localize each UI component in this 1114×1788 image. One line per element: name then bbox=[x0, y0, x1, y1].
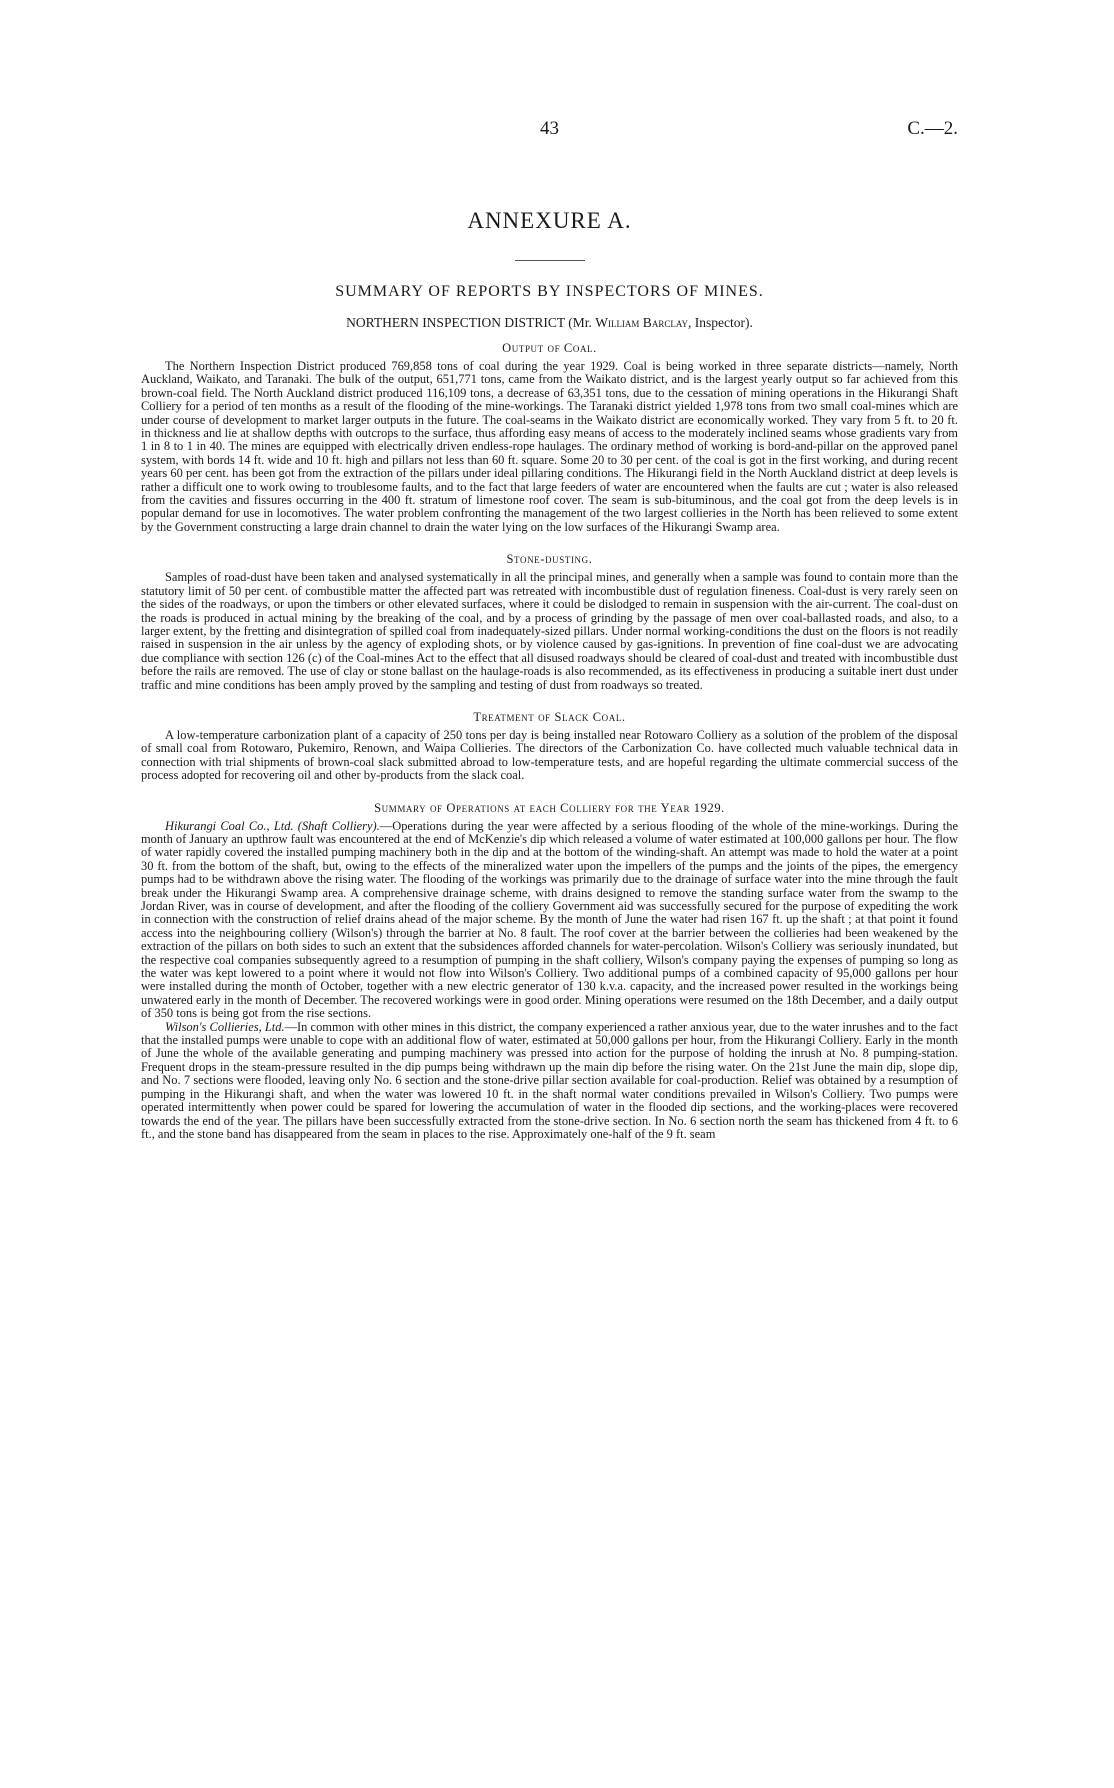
document-page bbox=[141, 96, 958, 1141]
section-title-stone-dusting: Stone-dusting. bbox=[506, 552, 593, 567]
inspector-name: William Barclay bbox=[595, 315, 688, 330]
colliery-name-hikurangi: Hikurangi Coal Co., Ltd. (Shaft Colliery). bbox=[165, 818, 380, 833]
title-divider bbox=[515, 260, 585, 261]
main-title: SUMMARY OF REPORTS BY INSPECTORS OF MINES. bbox=[335, 283, 764, 300]
colliery-name-wilsons: Wilson's Collieries, Ltd. bbox=[165, 1019, 285, 1034]
document-reference: C.—2. bbox=[907, 118, 958, 139]
district-title-suffix: , Inspector). bbox=[688, 315, 753, 330]
colliery-text-hikurangi: —Operations during the year were affected by a serious flooding of the whole of the mine-workings. During the month of January an upthrow fault was encountered at the end of McKenzie's dip which released a volume of water estimated at 100,000 gallons per hour. The flow of water rapidly covered the installed pumping machinery both in the dip and at the bottom of the winding-shaft. An attempt was made to hold the water at a point 30 ft. from the bottom of the shaft, but, owing to the effects of the mineralized water upon the impellers of the pumps and the joints of the pipes, the emergency pumps had to be withdrawn above the rising water. The flooding of the workings was primarily due to the drainage of surface water into the mine through the fault break under the Hikurangi Swamp area. A comprehensive drainage scheme, with drains designed to remove the standing surface water from the swamp to the Jordan River, was in course of development, and after the flooding of the colliery Government aid was successfully secured for the purpose of expediting the work in connection with the construction of relief drains ahead of the major scheme. By the month of June the water had risen 167 ft. up the shaft ; at that point it found access into the neighbouring colliery (Wilson's) through the barrier at No. 8 fault. The roof cover at the barrier between the collieries had been weakened by the extraction of the pillars on both sides to such an extent that the subsidences afforded channels for water-percolation. Wilson's Colliery was seriously inundated, but the respective coal companies subsequently agreed to a resumption of pumping in the shaft colliery, Wilson's company paying the expenses of pumping so long as the water was kept lowered to a point where it would not flow into Wilson's Colliery. Two additional pumps of a combined capacity of 95,000 gallons per hour were installed during the month of October, together with a new electric generator of 130 k.v.a. capacity, and the increased power resulted in the workings being unwatered early in the month of December. The recovered workings were in good order. Mining operations were resumed on the 18th December, and a daily output of 350 tons is being got from the rise sections. bbox=[141, 818, 958, 1021]
page-number: 43 bbox=[540, 118, 559, 139]
district-title bbox=[141, 315, 958, 331]
page-header bbox=[141, 96, 958, 139]
paragraph-output: The Northern Inspection District produced 769,858 tons of coal during the year 1929. Coal is being worked in three separate districts—namely, North Auckland, Waikato, and Taranaki. The bulk of the output, 651,771 tons, came from the Waikato district, and is the largest yearly output so far achieved from this brown-coal field. The North Auckland district produced 116,109 tons, a decrease of 63,351 tons, due to the cessation of mining operations in the Hikurangi Shaft Colliery for a period of ten months as a result of the flooding of the mine-workings. The Taranaki district yielded 1,978 tons from two small coal-mines which are under course of development to market larger outputs in the future. The coal-seams in the Waikato district are economically worked. They vary from 5 ft. to 20 ft. in thickness and lie at shallow depths with outcrops to the surface, thus affording easy means of access to the moderately inclined seams whose gradients vary from 1 in 8 to 1 in 40. The mines are equipped with electrically driven endless-rope haulages. The ordinary method of working is bord-and-pillar on the approved panel system, with bords 14 ft. wide and 10 ft. high and pillars not less than 60 ft. square. Some 20 to 30 per cent. of the coal is got in the first working, and during recent years 60 per cent. has been got from the extraction of the pillars under ideal pillaring conditions. The Hikurangi field in the North Auckland district at deep levels is rather a difficult one to work owing to troublesome faults, and to the fact that large feeders of water are encountered when the faults are cut ; water is also released from the cavities and fissures occurring in the 400 ft. stratum of limestone roof cover. The seam is sub-bituminous, and the coal got from the deep levels is in popular demand for use in locomotives. The water problem confronting the management of the two largest collieries in the North has been relieved to some extent by the Government constructing a large drain channel to drain the water lying on the low surfaces of the Hikurangi Swamp area. bbox=[141, 359, 958, 534]
district-title-prefix: NORTHERN INSPECTION DISTRICT (Mr. bbox=[346, 315, 596, 330]
section-title-operations: Summary of Operations at each Colliery for the Year 1929. bbox=[374, 800, 725, 815]
annexure-title: ANNEXURE A. bbox=[467, 208, 632, 233]
section-title-output: Output of Coal. bbox=[502, 341, 597, 355]
paragraph-hikurangi bbox=[141, 820, 958, 1021]
colliery-text-wilsons: —In common with other mines in this district, the company experienced a rather anxious year, due to the water inrushes and to the fact that the installed pumps were unable to cope with an additional flow of water, estimated at 50,000 gallons per hour, from the Hikurangi Colliery. Early in the month of June the whole of the available generating and pumping machinery was pressed into action for the purpose of holding the inrush at No. 8 pumping-station. Frequent drops in the steam-pressure resulted in the dip pumps being withdrawn up the main dip before the rising water. On the 21st June the main dip, slope dip, and No. 7 sections were flooded, leaving only No. 6 section and the stone-drive pillar section available for coal-production. Relief was obtained by a resumption of pumping in the Hikurangi shaft, and when the water was lowered 10 ft. in the shaft normal water conditions prevailed in Wilson's Colliery. Two pumps were operated intermittently when power could be spared for lowering the accumulation of water in the flooded dip sections, and the working-places were recovered towards the end of the year. The pillars have been successfully extracted from the stone-drive section. In No. 6 section north the seam has thickened from 4 ft. to 6 ft., and the stone band has disappeared from the seam in places to the rise. Approximately one-half of the 9 ft. seam bbox=[141, 1019, 958, 1141]
paragraph-stone-dusting: Samples of road-dust have been taken and analysed systematically in all the principal mines, and generally when a sample was found to contain more than the statutory limit of 50 per cent. of combustible matter the affected part was retreated with incombustible dust of regulation fineness. Coal-dust is very rarely seen on the sides of the roadways, or upon the timbers or other elevated surfaces, where it could be dislodged to remain in suspension with the air-current. The coal-dust on the roads is produced in actual mining by the breaking of the coal, and by a process of grinding by the passage of men over coal-ballasted roads, and also, to a larger extent, by the fretting and disintegration of spilled coal from inadequately-sized pillars. Under normal working-conditions the dust on the floors is not readily raised in suspension in the air unless by the agency of exploding shots, or by violence caused by gas-ignitions. In prevention of fine coal-dust we are advocating due compliance with section 126 (c) of the Coal-mines Act to the effect that all disused roadways should be cleared of coal-dust and treated with incombustible dust before the rails are removed. The use of clay or stone ballast on the haulage-roads is also recommended, as its effectiveness in producing a suitable inert dust under traffic and mine conditions has been amply proved by the sampling and testing of dust from roadways so treated. bbox=[141, 570, 958, 692]
paragraph-slack-coal: A low-temperature carbonization plant of a capacity of 250 tons per day is being installed near Rotowaro Colliery as a solution of the problem of the disposal of small coal from Rotowaro, Pukemiro, Renown, and Waipa Collieries. The directors of the Carbonization Co. have collected much valuable technical data in connection with trial shipments of brown-coal slack submitted abroad to low-temperature tests, and are hopeful regarding the ultimate commercial success of the process adopted for recovering oil and other by-products from the slack coal. bbox=[141, 727, 958, 783]
section-title-slack-coal: Treatment of Slack Coal. bbox=[473, 709, 626, 724]
paragraph-wilsons bbox=[141, 1021, 958, 1142]
